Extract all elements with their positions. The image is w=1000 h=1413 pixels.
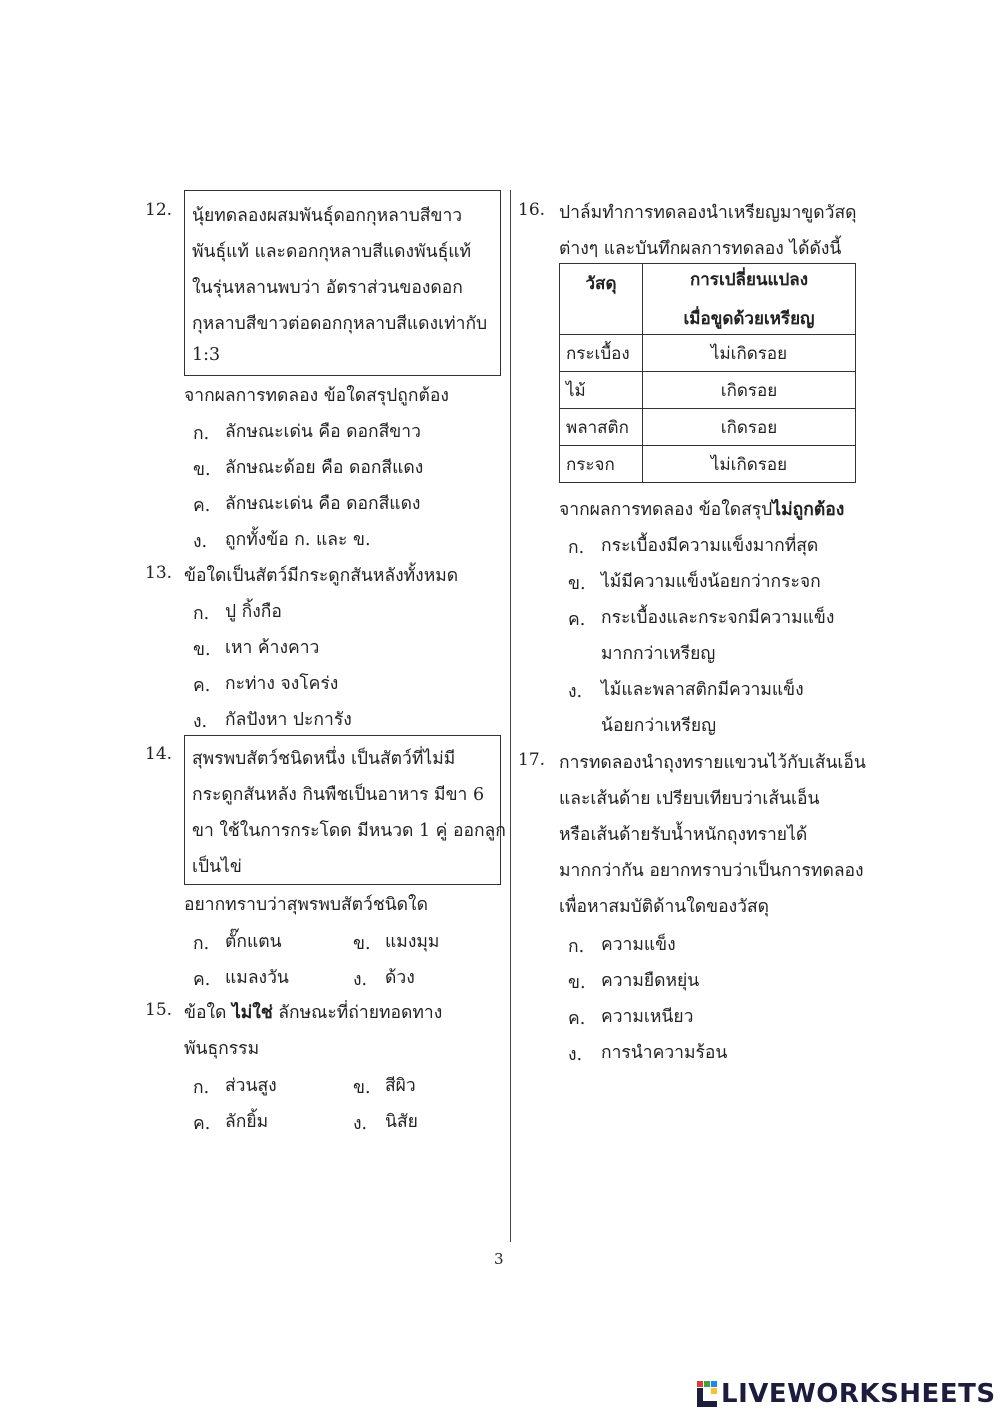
question-stem: ปาล์มทำการทดลองนำเหรียญมาขูดวัสดุ [559,203,857,223]
table-row [560,372,856,409]
question-number: 17. [518,750,546,770]
table-cell: ไม่เกิดรอย [643,335,856,372]
liveworksheets-logo [697,1378,996,1410]
option-key: ง. [353,1114,368,1134]
table-header: การเปลี่ยนแปลง เมื่อขูดด้วยเหรียญ [643,264,856,335]
option-text[interactable]: กะท่าง จงโคร่ง [225,674,339,694]
column-divider [510,190,511,1242]
emphasis: ไม่ใช่ [231,1003,273,1023]
option-text[interactable]: ถูกทั้งข้อ ก. และ ข. [225,530,371,550]
logo-text: LIVEWORKSHEETS [721,1379,996,1409]
question-text: นุ้ยทดลองผสมพันธุ์ดอกกุหลาบสีขาว [192,206,463,226]
option-key: ค. [193,496,211,516]
option-text[interactable]: ตั๊กแตน [225,932,282,952]
option-text[interactable]: ความแข็ง [601,935,676,955]
question-number: 15. [145,1000,173,1020]
option-text[interactable]: ด้วง [385,968,415,988]
question-text: เป็นไข่ [192,857,242,877]
table-cell: พลาสติก [560,409,643,446]
option-key: ก. [568,538,585,558]
option-text[interactable]: แมงมุม [385,932,440,952]
table-cell: กระจก [560,446,643,483]
table-row [560,409,856,446]
option-text[interactable]: ลักษณะเด่น คือ ดอกสีขาว [225,422,421,442]
option-key: ข. [353,1078,371,1098]
option-key: ค. [568,1009,586,1029]
option-key: ง. [568,682,583,702]
option-key: ก. [193,1078,210,1098]
table-header-row [560,264,856,335]
page-number: 3 [494,1250,504,1268]
question-text: สุพรพบสัตว์ชนิดหนึ่ง เป็นสัตว์ที่ไม่มี [192,749,456,769]
option-key: ข. [353,934,371,954]
question-number: 16. [518,200,546,220]
option-key: ข. [568,574,586,594]
question-stem: หรือเส้นด้ายรับน้ำหนักถุงทรายได้ [559,825,808,845]
logo-icon [697,1381,719,1407]
table-cell: ไม่เกิดรอย [643,446,856,483]
option-text[interactable]: ส่วนสูง [225,1076,277,1096]
emphasis: ไม่ถูกต้อง [772,500,845,520]
question-number: 12. [145,200,173,220]
option-text[interactable]: กระเบื้องและกระจกมีความแข็ง [601,608,835,628]
table-cell: ไม้ [560,372,643,409]
question-stem: จากผลการทดลอง ข้อใดสรุปไม่ถูกต้อง [559,500,845,520]
option-key: ข. [193,640,211,660]
option-key: ค. [568,610,586,630]
question-stem: อยากทราบว่าสุพรพบสัตว์ชนิดใด [184,895,428,915]
option-text[interactable]: ความเหนียว [601,1007,694,1027]
option-text[interactable]: ลักษณะด้อย คือ ดอกสีแดง [225,458,424,478]
option-text[interactable]: น้อยกว่าเหรียญ [601,716,717,736]
question-stem: เพื่อหาสมบัติด้านใดของวัสดุ [559,897,770,917]
materials-table [559,263,856,483]
option-text[interactable]: นิสัย [385,1112,418,1132]
table-cell: กระเบื้อง [560,335,643,372]
question-text: กระดูกสันหลัง กินพืชเป็นอาหาร มีขา 6 [192,785,485,805]
question-stem: จากผลการทดลอง ข้อใดสรุปถูกต้อง [184,386,449,406]
option-key: ค. [193,1114,211,1134]
question-text: 1:3 [192,345,221,365]
table-row [560,335,856,372]
option-text[interactable]: ลักษณะเด่น คือ ดอกสีแดง [225,494,421,514]
option-text[interactable]: ไม้และพลาสติกมีความแข็ง [601,680,804,700]
question-stem: ต่างๆ และบันทึกผลการทดลอง ได้ดังนี้ [559,239,842,259]
option-text[interactable]: การนำความร้อน [601,1043,728,1063]
option-key: ก. [568,937,585,957]
question-text: พันธุ์แท้ และดอกกุหลาบสีแดงพันธุ์แท้ [192,242,472,262]
option-key: ง. [353,970,368,990]
option-key: ง. [193,532,208,552]
option-text[interactable]: มากกว่าเหรียญ [601,644,716,664]
question-stem: พันธุกรรม [184,1039,260,1059]
option-key: ง. [193,712,208,732]
option-key: ข. [568,973,586,993]
question-text: กุหลาบสีขาวต่อดอกกุหลาบสีแดงเท่ากับ [192,314,488,334]
option-text[interactable]: ความยืดหยุ่น [601,971,700,991]
option-key: ก. [193,424,210,444]
option-text[interactable]: กระเบื้องมีความแข็งมากที่สุด [601,536,819,556]
question-stem: และเส้นด้าย เปรียบเทียบว่าเส้นเอ็น [559,789,820,809]
option-key: ค. [193,676,211,696]
option-key: ข. [193,460,211,480]
option-text[interactable]: ปู กิ้งกือ [225,602,282,622]
question-number: 13. [145,563,173,583]
option-text[interactable]: กัลปังหา ปะการัง [225,710,352,730]
question-stem: การทดลองนำถุงทรายแขวนไว้กับเส้นเอ็น [559,753,866,773]
question-text: ในรุ่นหลานพบว่า อัตราส่วนของดอก [192,278,463,298]
table-cell: เกิดรอย [643,372,856,409]
question-text: ขา ใช้ในการกระโดด มีหนวด 1 คู่ ออกลูก [192,821,506,841]
option-key: ค. [193,970,211,990]
question-stem: ข้อใด ไม่ใช่ ลักษณะที่ถ่ายทอดทาง [184,1003,443,1023]
option-key: ก. [193,604,210,624]
option-text[interactable]: สีผิว [385,1076,416,1096]
option-text[interactable]: เหา ค้างคาว [225,638,320,658]
question-number: 14. [145,744,173,764]
option-text[interactable]: แมลงวัน [225,968,289,988]
option-key: ก. [193,934,210,954]
table-cell: เกิดรอย [643,409,856,446]
question-stem: มากกว่ากัน อยากทราบว่าเป็นการทดลอง [559,861,864,881]
question-stem: ข้อใดเป็นสัตว์มีกระดูกสันหลังทั้งหมด [184,566,459,586]
option-text[interactable]: ไม้มีความแข็งน้อยกว่ากระจก [601,572,821,592]
table-row [560,446,856,483]
table-header: วัสดุ [560,264,643,335]
option-text[interactable]: ลักยิ้ม [225,1112,269,1132]
option-key: ง. [568,1045,583,1065]
